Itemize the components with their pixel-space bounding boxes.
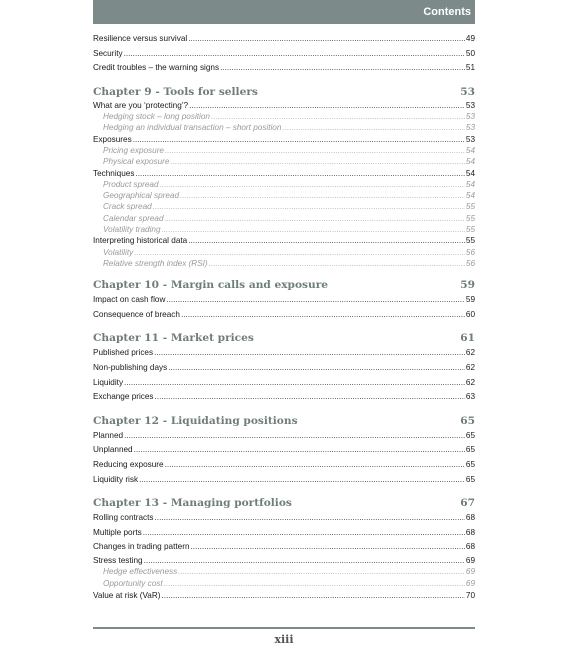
toc-subentry-page: 54 — [465, 179, 475, 189]
toc-entry-page: 51 — [465, 63, 475, 73]
toc-entry-page: 70 — [465, 590, 475, 600]
toc-subentry-page: 54 — [465, 145, 475, 155]
toc-subentry-label: Calendar spread — [103, 213, 164, 223]
toc-entry[interactable] — [93, 511, 475, 526]
chapter-heading[interactable] — [93, 332, 475, 344]
toc-subentry-page: 69 — [465, 578, 475, 588]
chapter-title: Chapter 9 - Tools for sellers — [93, 85, 258, 98]
toc-subentry-label: Volatility — [103, 247, 134, 257]
toc-subentry[interactable] — [93, 224, 475, 235]
toc-entry-page: 53 — [465, 100, 475, 110]
table-of-contents — [93, 32, 475, 603]
toc-subentry[interactable] — [93, 111, 475, 122]
toc-subentry-label: Crack spread — [103, 202, 152, 212]
toc-subentry-page: 54 — [465, 157, 475, 167]
toc-entry-page: 68 — [465, 513, 475, 523]
toc-entry-label: Stress testing — [93, 555, 143, 565]
toc-entry-page: 54 — [465, 168, 475, 178]
toc-entry-page: 65 — [465, 430, 475, 440]
toc-entry[interactable] — [93, 443, 475, 458]
dot-leader — [191, 540, 465, 555]
toc-subentry[interactable] — [93, 179, 475, 190]
dot-leader — [155, 511, 465, 526]
dot-leader — [188, 235, 465, 246]
chapter-title: Chapter 13 - Managing portfolios — [93, 497, 292, 510]
chapter-page: 61 — [460, 332, 475, 345]
toc-subentry-label: Hedge effectiveness — [103, 567, 178, 577]
toc-subentry-page: 56 — [465, 258, 475, 268]
dot-leader — [181, 308, 465, 323]
toc-subentry-page: 55 — [465, 213, 475, 223]
toc-entry-page: 62 — [465, 377, 475, 387]
chapter-page: 65 — [460, 414, 475, 427]
toc-entry-page: 53 — [465, 134, 475, 144]
dot-leader — [209, 258, 465, 269]
chapter-page: 53 — [460, 85, 475, 98]
toc-entry-label: Unplanned — [93, 445, 133, 455]
dot-leader — [162, 589, 465, 604]
dot-leader — [189, 100, 465, 111]
toc-subentry[interactable] — [93, 156, 475, 167]
toc-entry-page: 68 — [465, 542, 475, 552]
dot-leader — [168, 361, 465, 376]
contents-title: Contents — [423, 6, 471, 18]
dot-leader — [188, 32, 465, 47]
toc-entry-label: Techniques — [93, 168, 135, 178]
toc-entry-page: 55 — [465, 236, 475, 246]
toc-entry[interactable] — [93, 526, 475, 541]
chapter-title: Chapter 12 - Liquidating positions — [93, 414, 298, 427]
toc-entry-page: 49 — [465, 34, 475, 43]
toc-entry-page: 62 — [465, 348, 475, 358]
toc-entry[interactable] — [93, 458, 475, 473]
toc-subentry-label: Pricing exposure — [103, 145, 164, 155]
toc-entry[interactable] — [93, 555, 475, 566]
toc-subentry-label: Geographical spread — [103, 191, 180, 201]
toc-subentry[interactable] — [93, 122, 475, 133]
toc-entry-label: Interpreting historical data — [93, 236, 188, 246]
toc-subentry-label: Physical exposure — [103, 157, 170, 167]
toc-entry[interactable] — [93, 235, 475, 246]
dot-leader — [155, 390, 465, 405]
dot-leader — [170, 156, 464, 167]
toc-entry[interactable] — [93, 100, 475, 111]
toc-entry-label: Multiple ports — [93, 527, 142, 537]
toc-subentry[interactable] — [93, 578, 475, 589]
toc-entry-label: Rolling contracts — [93, 513, 154, 523]
toc-subentry-page: 69 — [465, 567, 475, 577]
toc-entry[interactable] — [93, 473, 475, 488]
dot-leader — [282, 122, 464, 133]
dot-leader — [153, 201, 465, 212]
dot-leader — [162, 224, 465, 235]
toc-entry[interactable] — [93, 168, 475, 179]
dot-leader — [124, 47, 465, 62]
toc-entry[interactable] — [93, 134, 475, 145]
toc-entry-label: Non-publishing days — [93, 363, 168, 373]
toc-entry[interactable] — [93, 376, 475, 391]
toc-entry-page: 60 — [465, 309, 475, 319]
toc-subentry[interactable] — [93, 201, 475, 212]
toc-entry[interactable] — [93, 361, 475, 376]
toc-entry-label: Resilience versus survival — [93, 34, 188, 43]
dot-leader — [134, 443, 465, 458]
toc-entry-label: Exposures — [93, 134, 132, 144]
dot-leader — [124, 376, 465, 391]
toc-entry[interactable] — [93, 346, 475, 361]
toc-entry-label: Impact on cash flow — [93, 295, 166, 305]
dot-leader — [135, 168, 464, 179]
toc-entry[interactable] — [93, 47, 475, 62]
dot-leader — [160, 179, 465, 190]
toc-subentry-page: 55 — [465, 202, 475, 212]
toc-subentry[interactable] — [93, 566, 475, 577]
toc-entry-page: 68 — [465, 527, 475, 537]
toc-entry[interactable] — [93, 61, 475, 76]
toc-entry[interactable] — [93, 293, 475, 308]
toc-entry[interactable] — [93, 589, 475, 604]
dot-leader — [133, 134, 465, 145]
contents-header-bar — [93, 0, 475, 24]
dot-leader — [139, 473, 465, 488]
toc-entry[interactable] — [93, 390, 475, 405]
toc-entry-page: 65 — [465, 474, 475, 484]
toc-entry-label: Liquidity risk — [93, 474, 139, 484]
toc-subentry-page: 54 — [465, 191, 475, 201]
toc-entry-label: Changes in trading pattern — [93, 542, 190, 552]
toc-subentry-label: Product spread — [103, 179, 159, 189]
toc-subentry[interactable] — [93, 213, 475, 224]
chapter-heading[interactable] — [93, 497, 475, 509]
toc-entry[interactable] — [93, 32, 475, 47]
toc-entry-label: Reducing exposure — [93, 459, 164, 469]
dot-leader — [165, 458, 465, 473]
toc-entry-page: 50 — [465, 48, 475, 58]
chapter-page: 67 — [460, 497, 475, 510]
toc-subentry-label: Hedging an individual transaction – short position — [103, 123, 282, 133]
toc-entry-page: 65 — [465, 459, 475, 469]
toc-entry-page: 62 — [465, 363, 475, 373]
toc-entry-label: What are you ‘protecting’? — [93, 100, 189, 110]
toc-entry-label: Liquidity — [93, 377, 124, 387]
toc-subentry-page: 55 — [465, 225, 475, 235]
toc-entry[interactable] — [93, 308, 475, 323]
toc-subentry[interactable] — [93, 145, 475, 156]
toc-entry-label: Value at risk (VaR) — [93, 590, 161, 600]
toc-subentry[interactable] — [93, 247, 475, 258]
toc-subentry-page: 53 — [465, 112, 475, 122]
dot-leader — [164, 578, 465, 589]
toc-subentry-label: Hedging stock – long position — [103, 112, 210, 122]
page-number: xiii — [274, 633, 294, 646]
chapter-page: 59 — [460, 279, 475, 292]
toc-entry-label: Exchange prices — [93, 392, 154, 402]
toc-entry[interactable] — [93, 429, 475, 444]
dot-leader — [165, 145, 465, 156]
chapter-title: Chapter 11 - Market prices — [93, 332, 254, 345]
dot-leader — [178, 566, 465, 577]
dot-leader — [180, 190, 465, 201]
toc-entry-page: 65 — [465, 445, 475, 455]
chapter-heading[interactable] — [93, 415, 475, 427]
chapter-heading[interactable] — [93, 86, 475, 98]
toc-entry-label: Consequence of breach — [93, 309, 180, 319]
dot-leader — [211, 111, 465, 122]
toc-subentry-label: Relative strength index (RSI) — [103, 258, 208, 268]
toc-subentry-label: Opportunity cost — [103, 578, 163, 588]
toc-entry-page: 63 — [465, 392, 475, 402]
toc-entry-label: Security — [93, 48, 123, 58]
toc-subentry[interactable] — [93, 258, 475, 269]
toc-subentry[interactable] — [93, 190, 475, 201]
toc-entry-label: Credit troubles – the warning signs — [93, 63, 220, 73]
dot-leader — [166, 293, 465, 308]
dot-leader — [144, 555, 465, 566]
toc-entry[interactable] — [93, 540, 475, 555]
toc-subentry-label: Volatility trading — [103, 225, 161, 235]
dot-leader — [124, 429, 465, 444]
dot-leader — [220, 61, 465, 76]
toc-entry-page: 69 — [465, 555, 475, 565]
dot-leader — [154, 346, 465, 361]
toc-entry-label: Planned — [93, 430, 124, 440]
chapter-heading[interactable] — [93, 279, 475, 291]
dot-leader — [134, 247, 465, 258]
dot-leader — [143, 526, 465, 541]
dot-leader — [165, 213, 465, 224]
toc-subentry-page: 56 — [465, 247, 475, 257]
footer-divider — [93, 627, 475, 629]
toc-entry-label: Published prices — [93, 348, 154, 358]
chapter-title: Chapter 10 - Margin calls and exposure — [93, 279, 329, 292]
toc-subentry-page: 53 — [465, 123, 475, 133]
toc-entry-page: 59 — [465, 295, 475, 305]
